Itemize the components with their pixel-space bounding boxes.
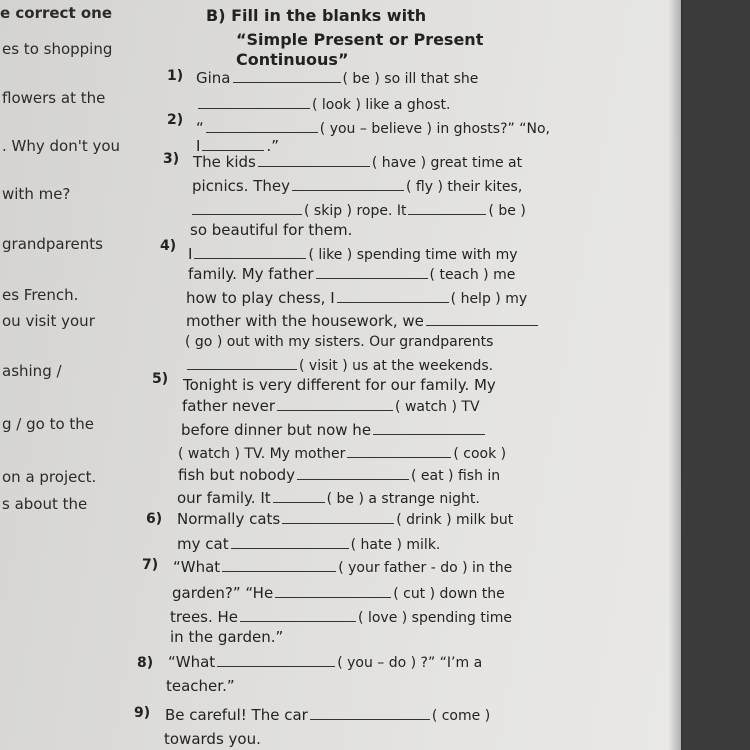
answer-blank[interactable] [426, 311, 538, 326]
item-line [196, 94, 450, 113]
answer-blank[interactable] [282, 509, 394, 524]
item-line [170, 628, 283, 646]
answer-blank[interactable] [273, 488, 325, 503]
section-title-line: B) Fill in the blanks with [206, 6, 427, 25]
item-line [188, 244, 518, 263]
item-text: ( cook ) [453, 446, 507, 462]
item-text: ( help ) my [450, 291, 528, 307]
item-text: Be careful! The car [165, 706, 308, 724]
item-text: ( be ) so ill that she [342, 71, 479, 87]
item-text: my cat [177, 535, 229, 553]
item-text: I [188, 245, 193, 263]
item-line [166, 677, 235, 695]
item-line [196, 68, 478, 87]
answer-blank[interactable] [194, 244, 306, 259]
answer-blank[interactable] [408, 200, 486, 215]
answer-blank[interactable] [347, 443, 451, 458]
item-line [190, 221, 352, 239]
item-text: ( have ) great time at [371, 155, 523, 171]
item-number: 4) [160, 238, 177, 254]
item-line [193, 152, 522, 171]
item-text: garden?” “He [172, 584, 274, 602]
answer-blank[interactable] [292, 176, 404, 191]
section-title-line: “Simple Present or Present [236, 30, 484, 49]
item-line [181, 420, 487, 439]
item-line [168, 652, 482, 671]
item-line [170, 607, 512, 626]
item-line [183, 376, 496, 394]
item-number: 7) [142, 557, 159, 573]
item-text: how to play chess, I [186, 289, 335, 307]
item-text: trees. He [170, 608, 239, 626]
item-number: 1) [167, 68, 184, 84]
answer-blank[interactable] [277, 396, 393, 411]
item-text: before dinner but now he [181, 421, 372, 439]
item-line [196, 118, 550, 137]
item-line [177, 488, 480, 507]
item-line [190, 200, 526, 219]
answer-blank[interactable] [192, 200, 302, 215]
item-text: The kids [193, 153, 256, 171]
item-text: ( watch ) TV. My mother [178, 446, 346, 462]
answer-blank[interactable] [275, 583, 391, 598]
item-line [165, 705, 490, 724]
item-number: 2) [167, 112, 184, 128]
left-fragment: es to shopping [2, 40, 113, 58]
item-text: ( skip ) rope. It [304, 203, 407, 219]
item-text: ( you – do ) ?” “I’m a [337, 655, 483, 671]
item-text: towards you. [164, 730, 261, 748]
left-fragment: es French. [2, 286, 79, 304]
item-text: Normally cats [177, 510, 281, 528]
left-fragment: . Why don't you [2, 137, 121, 155]
item-text: I [196, 137, 201, 155]
answer-blank[interactable] [233, 68, 341, 83]
item-text: ( fly ) their kites, [405, 179, 523, 195]
item-text: Gina [196, 69, 231, 87]
item-line [178, 443, 506, 462]
item-line [178, 465, 500, 484]
answer-blank[interactable] [240, 607, 356, 622]
item-text: ( watch ) TV [395, 399, 480, 415]
item-text: our family. It [177, 489, 271, 507]
left-fragment: on a project. [2, 468, 97, 486]
item-line [185, 332, 493, 350]
item-text: ( your father - do ) in the [338, 560, 513, 576]
item-text: father never [182, 397, 276, 415]
answer-blank[interactable] [310, 705, 430, 720]
answer-blank[interactable] [198, 94, 310, 109]
left-fragment: with me? [2, 185, 71, 203]
item-text: ( you – believe ) in ghosts?” “No, [319, 121, 550, 137]
item-text: teacher.” [166, 677, 235, 695]
answer-blank[interactable] [231, 534, 349, 549]
item-text: ( like ) spending time with my [308, 247, 518, 263]
item-line [173, 557, 512, 576]
item-text: ( hate ) milk. [350, 537, 441, 553]
answer-blank[interactable] [316, 264, 428, 279]
item-number: 5) [152, 371, 169, 387]
section-title-line: Continuous” [236, 50, 349, 69]
left-fragment: grandparents [2, 235, 103, 253]
item-number: 9) [134, 705, 151, 721]
item-text: ( teach ) me [429, 267, 516, 283]
item-text: Tonight is very different for our family. My [183, 376, 496, 394]
item-text: picnics. They [192, 177, 290, 195]
item-text: ( look ) like a ghost. [312, 97, 451, 113]
answer-blank[interactable] [337, 288, 449, 303]
item-line [186, 311, 540, 330]
item-text: “ [196, 119, 204, 137]
answer-blank[interactable] [187, 355, 297, 370]
item-line [182, 396, 480, 415]
answer-blank[interactable] [217, 652, 335, 667]
answer-blank[interactable] [373, 420, 485, 435]
item-text: ( be ) a strange night. [326, 491, 480, 507]
left-fragment: flowers at the [2, 89, 106, 107]
item-line [192, 176, 522, 195]
item-text: “What [173, 558, 221, 576]
item-line [185, 355, 493, 374]
item-text: so beautiful for them. [190, 221, 353, 239]
answer-blank[interactable] [206, 118, 318, 133]
item-text: in the garden.” [170, 628, 284, 646]
item-line [172, 583, 505, 602]
item-number: 6) [146, 511, 163, 527]
answer-blank[interactable] [202, 136, 264, 151]
answer-blank[interactable] [297, 465, 409, 480]
left-fragment: ou visit your [2, 312, 95, 330]
item-line [186, 288, 527, 307]
item-text: ( love ) spending time [358, 610, 512, 626]
item-line [164, 730, 261, 748]
item-text: ( cut ) down the [393, 586, 505, 602]
item-text: .” [266, 137, 279, 155]
item-text: ( visit ) us at the weekends. [299, 358, 494, 374]
item-text: ( be ) [488, 203, 526, 219]
left-fragment: g / go to the [2, 415, 95, 433]
item-text: “What [168, 653, 216, 671]
item-text: mother with the housework, we [186, 312, 424, 330]
left-fragment: ashing / [2, 362, 62, 380]
paper-edge-shadow [668, 0, 682, 750]
item-number: 8) [137, 655, 154, 671]
item-number: 3) [163, 151, 180, 167]
item-text: ( eat ) fish in [411, 468, 501, 484]
item-line [177, 509, 513, 528]
item-line [177, 534, 440, 553]
item-text: family. My father [188, 265, 314, 283]
left-fragment: s about the [2, 495, 88, 513]
left-fragment: e correct one [0, 4, 113, 22]
answer-blank[interactable] [222, 557, 336, 572]
item-text: ( drink ) milk but [396, 512, 514, 528]
answer-blank[interactable] [258, 152, 370, 167]
item-text: ( go ) out with my sisters. Our grandparents [185, 334, 494, 350]
item-text: ( come ) [431, 708, 491, 724]
item-text: fish but nobody [178, 466, 295, 484]
item-line [188, 264, 515, 283]
